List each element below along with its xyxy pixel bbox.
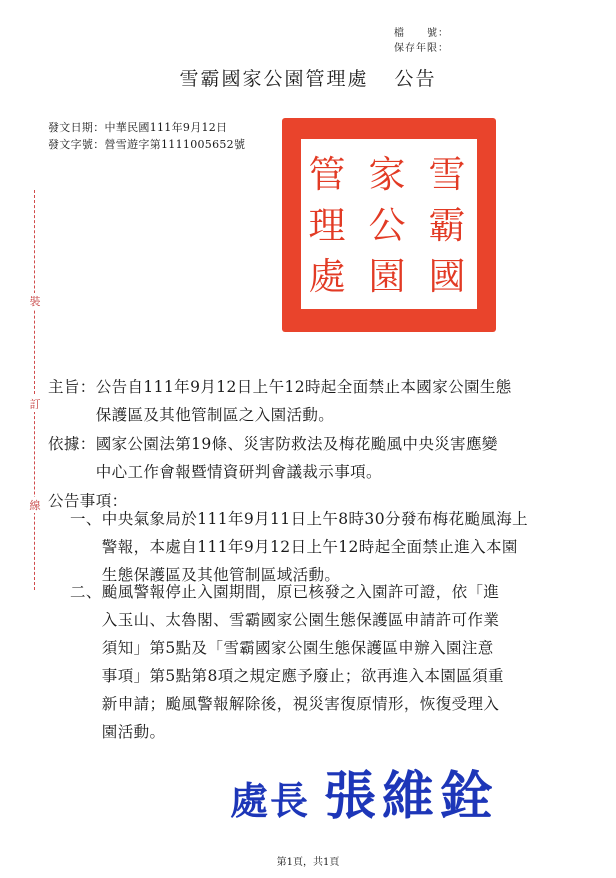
signature-name: 張維銓: [324, 766, 499, 827]
seal-char: 理: [308, 204, 346, 247]
seal-char: 國: [428, 255, 466, 298]
archive-meta: [394, 26, 449, 56]
item2-line-2: 入玉山、太魯閣、雪霸國家公園生態保護區申請許可作業: [70, 611, 500, 629]
subject-line-1: 主旨：公告自111年9月12日上午12時起全面禁止本國家公園生態: [48, 378, 512, 396]
seal-char: 雪: [428, 153, 466, 196]
document-title: [0, 64, 616, 91]
notice-heading: 公告事項：: [48, 492, 128, 510]
seal-column-3: [305, 149, 349, 302]
file-number-label: 檔 號：: [394, 28, 449, 39]
seal-column-1: [425, 149, 469, 302]
seal-char: 管: [308, 153, 346, 196]
item2-line-3: 須知」第5點及「雪霸國家公園生態保護區申辦入園注意: [70, 639, 494, 657]
seal-column-2: [365, 149, 409, 302]
seal-char: 霸: [428, 204, 466, 247]
doc-type: 公告: [394, 68, 437, 90]
retention-label: 保存年限：: [394, 43, 449, 54]
signature-title: 處長: [230, 778, 311, 823]
seal-frame: [298, 136, 480, 312]
binding-line: [34, 190, 35, 590]
item1-line-2: 警報，本處自111年9月12日上午12時起全面禁止進入本園: [70, 538, 518, 556]
subject-line-2: 保護區及其他管制區之入園活動。: [48, 406, 335, 424]
binding-char-3: 線: [29, 499, 41, 512]
issue-date: 發文日期：中華民國111年9月12日: [48, 121, 228, 134]
item1-line-3: 生態保護區及其他管制區域活動。: [70, 566, 341, 584]
seal-char: 公: [368, 204, 406, 247]
page-number: 第1頁，共1頁: [276, 857, 340, 868]
binding-char-2: 訂: [29, 398, 41, 411]
agency-name: 雪霸國家公園管理處: [179, 68, 369, 90]
item1-line-1: 一、中央氣象局於111年9月11日上午8時30分發布梅花颱風海上: [70, 510, 529, 528]
director-signature: [230, 754, 498, 829]
item2-line-1: 二、颱風警報停止入園期間，原已核發之入園許可證，依「進: [70, 583, 500, 601]
basis-line-2: 中心工作會報暨情資研判會議裁示事項。: [48, 463, 382, 481]
seal-char: 處: [308, 255, 346, 298]
item2-line-5: 新申請；颱風警報解除後，視災害復原情形，恢復受理入: [70, 695, 500, 713]
binding-char-1: 裝: [29, 295, 41, 308]
basis-line-1: 依據：國家公園法第19條、災害防救法及梅花颱風中央災害應變: [48, 435, 498, 453]
item2-line-4: 事項」第5點第8項之規定應予廢止；欲再進入本園區須重: [70, 667, 504, 685]
issue-number: 發文字號：營雪遊字第1111005652號: [48, 138, 246, 151]
seal-char: 園: [368, 255, 406, 298]
item2-line-6: 園活動。: [70, 723, 166, 741]
seal-char: 家: [368, 153, 406, 196]
official-seal: [282, 118, 496, 332]
